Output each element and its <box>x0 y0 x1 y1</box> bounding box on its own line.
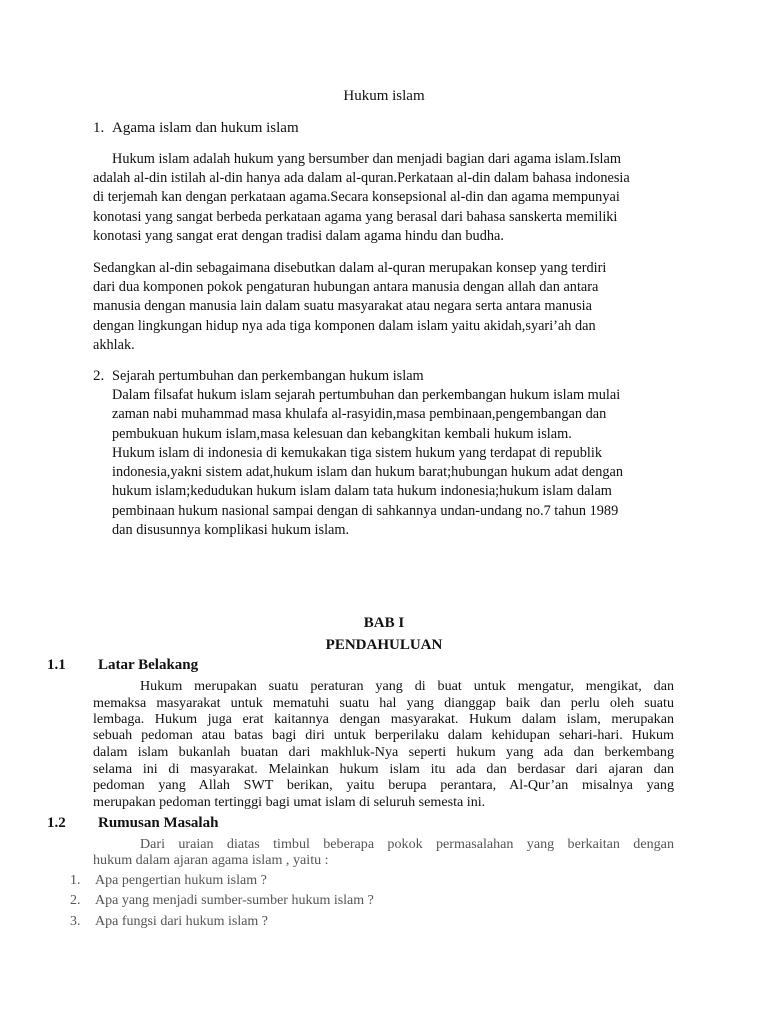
s2-line: pembukuan hukum islam,masa kelesuan dan kebangkitan kembali hukum islam. <box>112 426 572 442</box>
s2-line: hukum islam;kedudukan hukum islam dalam tata hukum indonesia;hukum islam dalam <box>112 483 612 499</box>
s1-p2-line: dari dua komponen pokok pengaturan hubungan antara manusia dengan allah dan antara <box>93 279 599 295</box>
s1-p1-line: konotasi yang sangat erat dengan tradisi dalam agama hindu dan budha. <box>93 228 504 244</box>
s1-p2-line: dengan lingkungan hidup nya ada tiga komponen dalam islam yaitu akidah,syari’ah dan <box>93 318 596 334</box>
s12-line: hukum dalam ajaran agama islam , yaitu : <box>93 852 329 868</box>
s12-line: Dari uraian diatas timbul beberapa pokok permasalahan yang berkaitan dengan <box>140 836 674 852</box>
section-1-2-heading: Rumusan Masalah <box>98 815 219 831</box>
s2-line: pembinaan hukum nasional sampai dengan di sahkannya undan-undang no.7 tahun 1989 <box>112 503 619 519</box>
s11-line: selama ini di masyarakat. Melainkan hukum islam itu ada dan berdasar dari ajaran dan <box>93 761 674 777</box>
chapter-title: BAB I <box>363 615 405 631</box>
s11-line: lembaga. Hukum juga erat kaitannya dengan masyarakat. Hukum dalam islam, merupakan <box>93 711 674 727</box>
s2-line: indonesia,yakni sistem adat,hukum islam dan hukum barat;hubungan hukum adat dengan <box>112 464 624 480</box>
section-1-1-heading: Latar Belakang <box>98 657 199 673</box>
section-1-1-number: 1.1 <box>47 657 66 673</box>
question-text: Apa pengertian hukum islam ? <box>95 873 267 888</box>
question-text: Apa fungsi dari hukum islam ? <box>95 914 269 929</box>
s11-line: memaksa masyarakat untuk mematuhi suatu hal yang dianggap baik dan perlu oleh suatu <box>93 695 674 711</box>
question-number: 2. <box>70 893 81 908</box>
s1-p1-line: di terjemah kan dengan perkataan agama.Secara konsepsional al-din dan agama mempunyai <box>93 189 620 205</box>
chapter-subtitle: PENDAHULUAN <box>325 637 443 653</box>
s1-p2-line: manusia dengan manusia lain dalam suatu masyarakat atau negara serta antara manusia <box>93 298 592 314</box>
s1-p2-line: Sedangkan al-din sebagaimana disebutkan dalam al-quran merupakan konsep yang terdiri <box>93 260 607 276</box>
question-text: Apa yang menjadi sumber-sumber hukum islam ? <box>95 893 374 908</box>
s1-p2-line: akhlak. <box>93 337 135 353</box>
s1-p1-line: konotasi yang sangat berbeda perkataan agama yang berasal dari bahasa sanskerta memiliki <box>93 209 618 225</box>
section-1-number: 1. <box>93 120 105 136</box>
section-1-heading: Agama islam dan hukum islam <box>112 120 299 136</box>
s2-line: Hukum islam di indonesia di kemukakan tiga sistem hukum yang terdapat di republik <box>112 445 602 461</box>
question-number: 3. <box>70 914 81 929</box>
s11-line: pedoman yang Allah SWT berikan, yaitu berupa perantara, Al-Qur’an misalnya yang <box>93 777 674 793</box>
section-1-2-number: 1.2 <box>47 815 66 831</box>
section-2-number: 2. <box>93 368 105 384</box>
s2-line: Dalam filsafat hukum islam sejarah pertumbuhan dan perkembangan hukum islam mulai <box>112 387 621 403</box>
s11-line: dalam islam bukanlah buatan dari makhluk-Nya seperti hukum yang ada dan berkembang <box>93 744 674 760</box>
s1-p1-line: adalah al-din istilah al-din hanya ada dalam al-quran.Perkataan al-din dalam bahasa indonesia <box>93 170 630 186</box>
s2-line: zaman nabi muhammad masa khulafa al-rasyidin,masa pembinaan,pengembangan dan <box>112 406 607 422</box>
question-number: 1. <box>70 873 81 888</box>
s11-line: merupakan pedoman tertinggi bagi umat islam di seluruh semesta ini. <box>93 794 486 810</box>
s11-line: sebuah pedoman atau batas bagi diri untuk berperilaku dalam kehidupan sehari-hari. Hukum <box>93 727 674 743</box>
s1-p1-line: Hukum islam adalah hukum yang bersumber dan menjadi bagian dari agama islam.Islam <box>112 151 621 167</box>
s2-line: dan disusunnya komplikasi hukum islam. <box>112 522 350 538</box>
s11-line: Hukum merupakan suatu peraturan yang di buat untuk mengatur, mengikat, dan <box>140 678 674 694</box>
section-2-heading: Sejarah pertumbuhan dan perkembangan hukum islam <box>112 368 424 384</box>
document-title: Hukum islam <box>343 88 425 104</box>
